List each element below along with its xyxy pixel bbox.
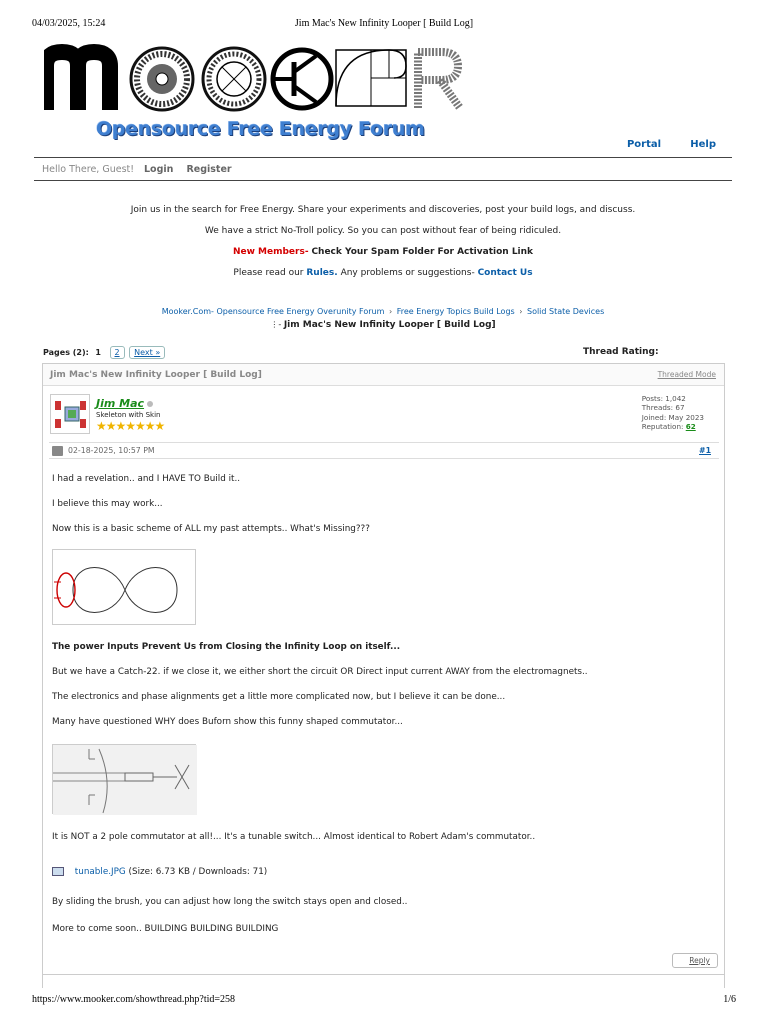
post-line: Now this is a basic scheme of ALL my past attempts.. What's Missing??? <box>52 524 370 534</box>
post-meta-bar <box>49 442 719 459</box>
pages-label: Pages (2): <box>43 348 89 357</box>
thread-container <box>42 363 725 988</box>
attachment <box>52 867 267 877</box>
site-banner: Opensource Free Energy Forum <box>96 118 425 140</box>
post-divider <box>43 974 724 975</box>
print-page-number: 1/6 <box>723 994 736 1005</box>
breadcrumb <box>34 305 732 332</box>
calendar-icon <box>52 446 63 456</box>
thread-title: Jim Mac's New Infinity Looper [ Build Log] <box>50 370 262 380</box>
help-link[interactable]: Help <box>690 139 716 150</box>
reply-button[interactable]: Reply <box>672 953 718 968</box>
guest-greeting: Hello There, Guest! <box>42 164 135 175</box>
contact-link[interactable]: Contact Us <box>477 268 533 278</box>
next-page-link[interactable]: Next » <box>129 346 165 359</box>
tree-icon: ⋮- <box>270 320 282 329</box>
breadcrumb-separator: › <box>388 307 393 316</box>
breadcrumb-current: Jim Mac's New Infinity Looper [ Build Log] <box>283 320 496 330</box>
reputation-label: Reputation: <box>641 421 684 431</box>
reputation-value[interactable]: 62 <box>685 421 696 431</box>
post-line: It is NOT a 2 pole commutator at all!... It's a tunable switch... Almost identical to Robert Adam's commutator.. <box>52 832 536 842</box>
commutator-image[interactable] <box>52 744 196 814</box>
breadcrumb-home[interactable]: Mooker.Com- Opensource Free Energy Overunity Forum <box>161 307 385 316</box>
post-date: 02-18-2025, 10:57 PM <box>68 446 155 455</box>
attachment-meta: (Size: 6.73 KB / Downloads: 71) <box>128 867 268 877</box>
login-link[interactable]: Login <box>144 164 174 175</box>
author-joined: Joined: May 2023 <box>641 412 704 422</box>
image-file-icon <box>52 867 64 876</box>
print-footer <box>32 994 736 1006</box>
current-page: 1 <box>95 348 101 357</box>
announcement-line-4 <box>34 263 732 284</box>
post-line: But we have a Catch-22. if we close it, we either short the circuit OR Direct input current AWAY from the electromagnets.. <box>52 667 588 677</box>
post-line-bold: The power Inputs Prevent Us from Closing the Infinity Loop on itself... <box>52 642 401 652</box>
breadcrumb-separator: › <box>519 307 523 316</box>
portal-link[interactable]: Portal <box>626 139 662 150</box>
post-line: I had a revelation.. and I HAVE TO Build it.. <box>52 474 241 484</box>
page-2-link[interactable]: 2 <box>110 346 125 359</box>
print-url: https://www.mooker.com/showthread.php?tid=258 <box>32 994 236 1005</box>
post-line: I believe this may work... <box>52 499 163 509</box>
thread-header <box>43 364 724 386</box>
author-stats <box>642 394 704 431</box>
guest-bar <box>34 157 732 181</box>
post-line: By sliding the brush, you can adjust how long the switch stays open and closed.. <box>52 897 408 907</box>
breadcrumb-build-logs[interactable]: Free Energy Topics Build Logs <box>396 307 515 316</box>
announcement-box <box>34 200 732 284</box>
post-number-link[interactable]: #1 <box>699 446 711 455</box>
announcement-line-3 <box>34 242 732 263</box>
author-stars: ★★★★★★★ <box>96 419 165 433</box>
spam-folder-notice: Check Your Spam Folder For Activation Link <box>311 247 534 257</box>
post-line: The electronics and phase alignments get a little more complicated now, but I believe it can be done... <box>52 692 506 702</box>
breadcrumb-solid-state[interactable]: Solid State Devices <box>526 307 605 316</box>
author-name[interactable]: Jim Mac <box>96 397 145 410</box>
infinity-loop-image[interactable] <box>52 549 196 625</box>
top-nav <box>601 139 716 150</box>
post-line: Many have questioned WHY does Buforn show this funny shaped commutator... <box>52 717 403 727</box>
announcement-line-1: Join us in the search for Free Energy. Share your experiments and discoveries, post your build logs, and discuss. <box>130 205 636 215</box>
post-line: More to come soon.. BUILDING BUILDING BUILDING <box>52 924 279 934</box>
new-members-label: New Members- <box>232 247 309 257</box>
rules-link[interactable]: Rules. <box>306 268 338 278</box>
author-posts: Posts: 1,042 <box>641 394 686 403</box>
print-title: Jim Mac's New Infinity Looper [ Build Log] <box>294 18 474 29</box>
pagination <box>43 346 165 359</box>
author-user-title: Skeleton with Skin <box>96 411 161 419</box>
register-link[interactable]: Register <box>186 164 232 175</box>
print-date: 04/03/2025, 15:24 <box>32 18 106 29</box>
contact-prefix: Any problems or suggestions- <box>340 268 475 278</box>
print-header <box>32 18 736 30</box>
rules-prefix: Please read our <box>233 268 304 278</box>
author-reputation <box>642 422 704 431</box>
offline-status-icon <box>147 401 153 407</box>
thread-rating-label: Thread Rating: <box>583 347 659 357</box>
attachment-link[interactable]: tunable.JPG <box>74 867 126 877</box>
announcement-line-2: We have a strict No-Troll policy. So you can post without fear of being ridiculed. <box>204 226 562 236</box>
avatar[interactable] <box>50 394 90 434</box>
threaded-mode-link[interactable]: Threaded Mode <box>657 370 716 379</box>
author-threads: Threads: 67 <box>641 403 685 413</box>
site-logo[interactable] <box>44 44 464 112</box>
